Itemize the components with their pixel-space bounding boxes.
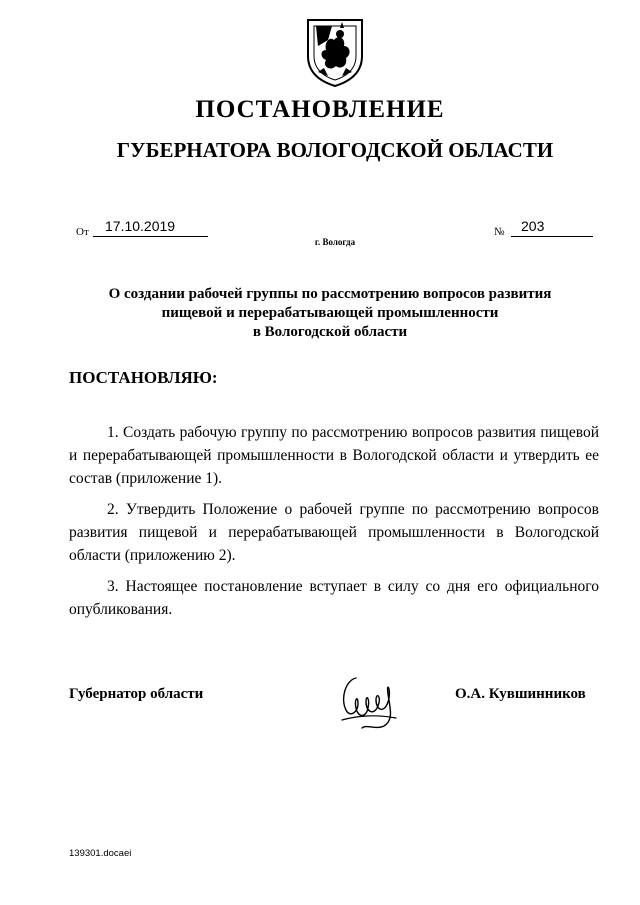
signer-name: О.А. Кувшинников [455,686,586,702]
document-subject [60,285,600,342]
document-title: ПОСТАНОВЛЕНИЕ [195,96,445,123]
vologda-coat-of-arms-icon [304,16,366,88]
number-label: № [494,226,505,238]
signer-position: Губернатор области [69,686,204,702]
subject-line: в Вологодской области [252,324,408,340]
body-paragraph: 2. Утвердить Положение о рабочей группе по рассмотрению вопросов развития пищевой и перерабатывающей промышленности в Вологодской области (приложению 2). [69,501,599,564]
body-paragraph: 1. Создать рабочую группу по рассмотрению вопросов развития пищевой и перерабатывающей промышленности в Вологодской области и утвердить ее состав (приложение 1). [69,424,599,487]
document-id: 139301.docaei [69,848,132,859]
body-paragraph: 3. Настоящее постановление вступает в силу со дня его официального опубликования. [69,578,599,618]
date-label: От [76,226,89,238]
subject-line: О создании рабочей группы по рассмотрению вопросов развития [108,286,552,302]
document-number: 203 [511,218,593,237]
document-body [69,421,599,629]
subject-line: пищевой и перерабатывающей промышленности [161,305,499,321]
handwritten-signature-icon [336,664,408,732]
document-subtitle: ГУБЕРНАТОРА ВОЛОГОДСКОЙ ОБЛАСТИ [116,138,554,162]
decree-word: ПОСТАНОВЛЯЮ: [69,368,218,387]
document-date: 17.10.2019 [93,218,208,237]
city: г. Вологда [314,237,356,247]
